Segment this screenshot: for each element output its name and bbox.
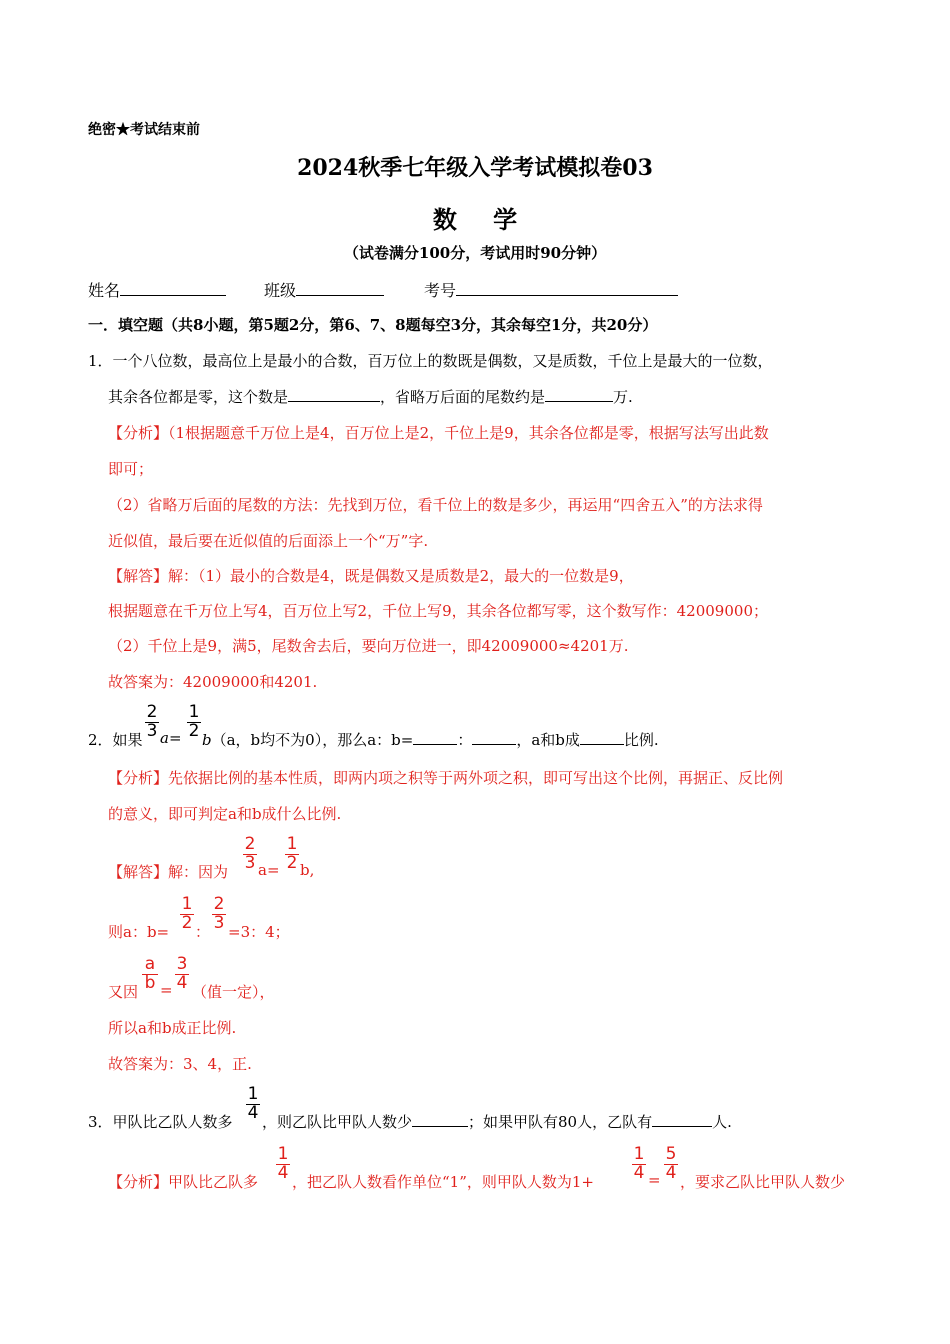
q2-answer2-fa-den: 2 — [181, 913, 193, 933]
q2-answer-tag: 【解答】 — [108, 863, 169, 881]
q1-line1: 1．一个八位数，最高位上是最小的合数，百万位上的数既是偶数，又是质数，千位上是最大的一位数， — [88, 352, 773, 370]
q3-af1-num: 1 — [277, 1144, 289, 1164]
q1-answer-line2: 根据题意在千万位上写4，百万位上写2，千位上写9，其余各位都写零，这个数写作：42009000； — [108, 602, 768, 620]
q3-analysis-tag: 【分析】 — [108, 1173, 169, 1191]
q2-comma-ab: ，a和b成 — [516, 731, 580, 749]
q2-answer3-eq: = — [160, 981, 173, 999]
q3-blank-2 — [652, 1125, 712, 1127]
q2-final-answer: 故答案为：3、4，正. — [108, 1055, 252, 1073]
name-field — [88, 278, 226, 301]
q3-rest — [262, 1111, 732, 1132]
q2-analysis-text1: 先依据比例的基本性质，即两内项之积等于两外项之积，即可写出这个比例，再据正、反比例 — [168, 769, 784, 787]
q2-answer1-fa-den: 3 — [244, 853, 256, 873]
q2-answer3-fb-num: 3 — [176, 954, 188, 974]
q2-fraction-b — [187, 704, 201, 740]
q3-fraction — [246, 1086, 260, 1122]
q2-fraction-b-den: 2 — [188, 721, 200, 741]
page-title: 2024秋季七年级入学考试模拟卷03 — [297, 155, 653, 181]
class-blank — [296, 294, 384, 296]
q3-mid: ，则乙队比甲队人数少 — [262, 1113, 413, 1131]
q1-analysis-line2: 即可； — [108, 460, 154, 478]
q2-analysis-line2: 的意义，即可判定a和b成什么比例. — [108, 805, 342, 823]
number-label: 考号 — [424, 281, 457, 300]
q2-answer1-fb-num: 1 — [286, 834, 298, 854]
q1-analysis-text1: （1根据题意千万位上是4，百万位上是2，千位上是9，其余各位都是零，根据写法写出此数 — [168, 424, 769, 442]
name-blank — [120, 294, 226, 296]
number-field — [424, 278, 678, 301]
name-label: 姓名 — [88, 281, 121, 300]
q2-blank-1 — [413, 743, 457, 745]
q2-answer2-fraction-b — [212, 896, 226, 932]
q2-fraction-a-num: 2 — [146, 702, 158, 722]
q3-tail: 人. — [712, 1113, 732, 1131]
q2-analysis-line1 — [108, 767, 783, 788]
q3-af1-den: 4 — [277, 1163, 289, 1183]
q3-blank-1 — [412, 1125, 468, 1127]
subject-title: 数 学 — [432, 205, 532, 234]
q1-line2-text-c: 万. — [613, 388, 633, 406]
q2-answer3-fraction-b — [175, 956, 189, 992]
q1-line2-text-a: 其余各位都是零，这个数是 — [108, 388, 289, 406]
q2-answer2-colon: ： — [195, 923, 211, 941]
q1-analysis-tag: 【分析】 — [108, 424, 169, 442]
q3-analysis-eq: = — [648, 1171, 661, 1189]
q2-answer3-fa-den: b — [144, 973, 156, 993]
q2-condition: （a，b均不为0），那么a：b= — [211, 731, 414, 749]
q2-eq: = — [168, 729, 182, 747]
q2-analysis-tag: 【分析】 — [108, 769, 169, 787]
q3-mid2: ；如果甲队有80人，乙队有 — [468, 1113, 653, 1131]
q2-answer2-prefix: 则a：b= — [108, 923, 170, 941]
number-blank — [456, 294, 678, 296]
q3-af2-num: 1 — [633, 1144, 645, 1164]
q2-answer1-fb-den: 2 — [286, 853, 298, 873]
q2-answer3-fa-num: a — [144, 954, 156, 974]
q2-answer2-fa-num: 1 — [181, 894, 193, 914]
q3-af3-num: 5 — [665, 1144, 677, 1164]
q3-analysis-fraction-2 — [632, 1146, 646, 1182]
secret-label: 绝密★考试结束前 — [88, 122, 200, 138]
q3-prefix: 3．甲队比乙队人数多 — [88, 1113, 233, 1131]
q3-af2-den: 4 — [633, 1163, 645, 1183]
q2-colon: ： — [457, 731, 473, 749]
q1-answer-tag: 【解答】 — [108, 567, 169, 585]
q2-fraction-a-den: 3 — [146, 721, 158, 741]
q2-answer3-prefix: 又因 — [108, 983, 139, 1001]
q2-answer2-fb-den: 3 — [213, 913, 225, 933]
q2-answer1-fraction-b — [285, 836, 299, 872]
q2-var-b: b — [202, 731, 212, 749]
q2-answer3-fraction-a — [142, 956, 158, 992]
q3-fraction-num: 1 — [247, 1084, 259, 1104]
q2-answer2-fb-num: 2 — [213, 894, 225, 914]
q3-analysis-b: ，把乙队人数看作单位“1”，则甲队人数为1+ — [292, 1173, 594, 1191]
q1-answer-line3: （2）千位上是9，满5，尾数舍去后，要向万位进一，即42009000≈4201万. — [108, 637, 629, 655]
q2-answer2-end: =3：4； — [228, 923, 290, 941]
q1-line2-text-b: ，省略万后面的尾数约是 — [380, 388, 546, 406]
q2-answer-line1-a — [108, 861, 228, 882]
class-label: 班级 — [264, 281, 297, 300]
q2-answer2-fraction-a — [180, 896, 194, 932]
q3-analysis-fraction-1 — [276, 1146, 290, 1182]
q1-answer-text1: 解：（1）最小的合数是4，既是偶数又是质数是2，最大的一位数是9， — [168, 567, 634, 585]
q3-analysis-fraction-3 — [664, 1146, 678, 1182]
exam-note: （试卷满分100分，考试用时90分钟） — [343, 244, 607, 262]
q2-answer1-fa-num: 2 — [244, 834, 256, 854]
q2-answer1-end: b, — [300, 861, 315, 879]
section-heading: 一．填空题（共8小题，第5题2分，第6、7、8题每空3分，其余每空1分，共20分） — [88, 316, 658, 334]
q2-blank-3 — [580, 743, 624, 745]
q3-af3-den: 4 — [665, 1163, 677, 1183]
q2-eq-part — [160, 729, 182, 747]
q2-answer3-fb-den: 4 — [176, 973, 188, 993]
q2-answer1-fraction-a — [243, 836, 257, 872]
q3-fraction-den: 4 — [247, 1103, 259, 1123]
q2-answer4: 所以a和b成正比例. — [108, 1019, 237, 1037]
q1-analysis-line4: 近似值，最后要在近似值的后面添上一个“万”字. — [108, 532, 429, 550]
q3-analysis-c: ，要求乙队比甲队人数少 — [680, 1173, 846, 1191]
q1-answer-line1 — [108, 565, 634, 586]
q2-answer1-mid: a= — [258, 861, 280, 879]
q2-var-a: a — [160, 729, 169, 747]
q1-analysis-line3: （2）省略万后面的尾数的方法：先找到万位，看千位上的数是多少，再运用“四舍五入”的方法求得 — [108, 496, 763, 514]
q2-answer1-prefix: 解：因为 — [168, 863, 229, 881]
q2-fraction-a — [145, 704, 159, 740]
q2-tail: 比例. — [623, 731, 659, 749]
q2-rest — [202, 729, 659, 750]
q2-answer3-end: （值一定）， — [192, 983, 275, 1001]
q3-analysis-text-a: 甲队比乙队多 — [168, 1173, 259, 1191]
q1-analysis-line1 — [108, 422, 769, 443]
q2-prefix: 2．如果 — [88, 731, 143, 749]
q2-fraction-b-num: 1 — [188, 702, 200, 722]
q1-blank-1 — [288, 400, 380, 402]
class-field — [264, 278, 384, 301]
q3-analysis-a — [108, 1171, 258, 1192]
q1-blank-2 — [545, 400, 613, 402]
q1-final-answer: 故答案为：42009000和4201. — [108, 673, 318, 691]
q1-line2 — [108, 386, 633, 407]
q2-blank-2 — [472, 743, 516, 745]
